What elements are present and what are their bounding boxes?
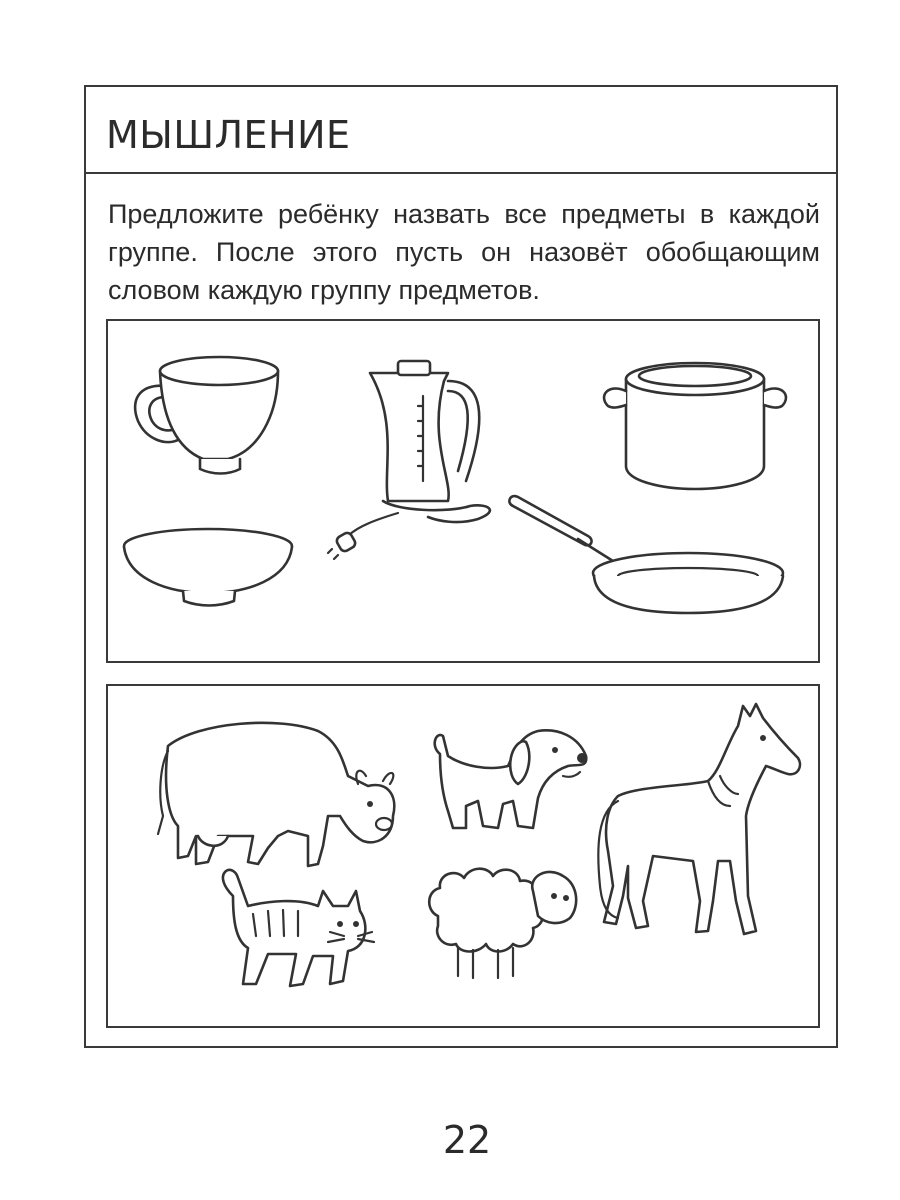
worksheet-frame	[84, 85, 838, 1048]
cow-icon	[158, 723, 394, 866]
bowl-icon	[124, 529, 292, 606]
frying-pan-icon	[509, 496, 783, 613]
pot-icon	[604, 363, 786, 489]
cup-icon	[135, 357, 278, 474]
animals-panel	[106, 684, 820, 1028]
page-title: МЫШЛЕНИЕ	[106, 113, 351, 157]
kitchen-items-panel	[106, 319, 820, 663]
sheep-icon	[429, 869, 576, 978]
kettle-icon	[328, 361, 490, 559]
instructions-text: Предложите ребёнку назвать все предметы в каждой группе. После этого пусть он назовёт обобщающим словом каждую группу предметов.	[108, 199, 820, 305]
title-bar	[86, 87, 836, 174]
page-number: 22	[442, 1118, 492, 1162]
cat-icon	[223, 870, 374, 986]
horse-icon	[598, 704, 800, 934]
dog-icon	[435, 730, 587, 828]
